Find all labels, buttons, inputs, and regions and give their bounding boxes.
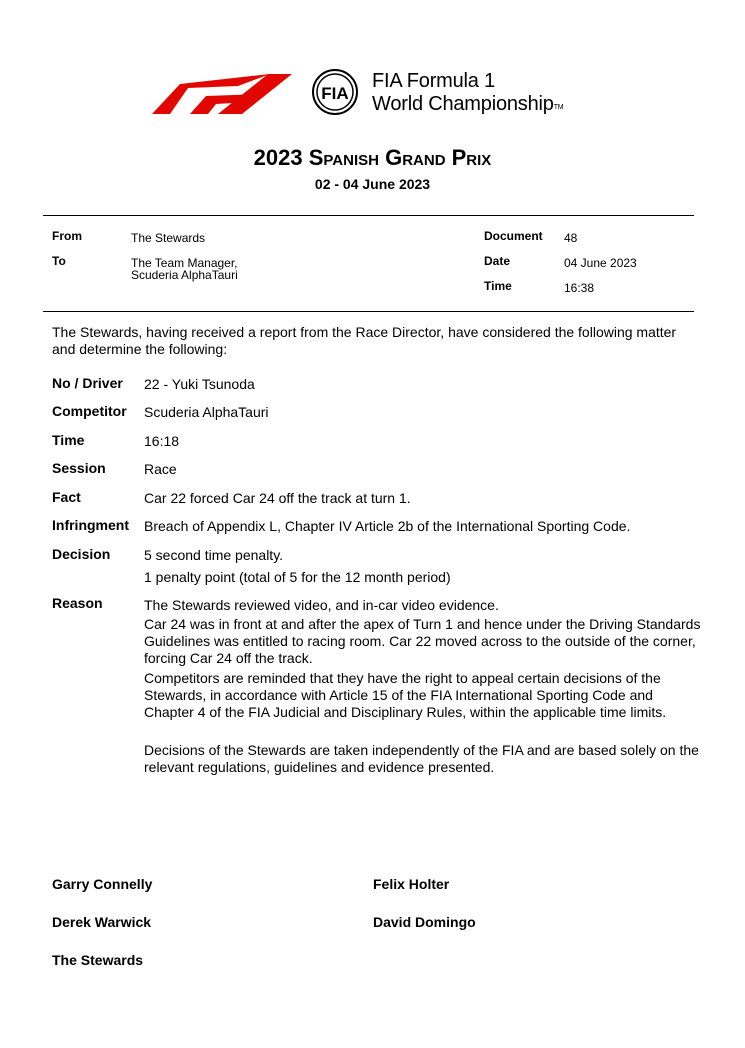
svg-text:FIA: FIA xyxy=(321,84,349,103)
time-label: Time xyxy=(484,279,512,293)
to-value-2: Scuderia AlphaTauri xyxy=(131,268,238,282)
infringement-label: Infringment xyxy=(52,517,129,533)
time-row-label: Time xyxy=(52,432,85,448)
steward-name-4: David Domingo xyxy=(373,914,476,930)
time-value: 16:38 xyxy=(564,281,595,295)
session-label: Session xyxy=(52,460,106,476)
fact-label: Fact xyxy=(52,489,81,505)
steward-name-3: Derek Warwick xyxy=(52,914,152,930)
divider-bottom xyxy=(43,311,694,312)
document-label: Document xyxy=(484,229,543,243)
competitor-label: Competitor xyxy=(52,403,127,419)
decision-label: Decision xyxy=(52,546,111,562)
divider-top xyxy=(43,215,694,216)
reason-paragraph-4: Decisions of the Stewards are taken independently of the FIA and are based solely on the relevant regulations, guidelines and evidence presented. xyxy=(144,742,699,775)
decision-value-1: 5 second time penalty. xyxy=(144,547,284,563)
document-value: 48 xyxy=(564,231,578,245)
decision-value-2: 1 penalty point (total of 5 for the 12 month period) xyxy=(144,569,451,585)
session-value: Race xyxy=(144,461,177,477)
date-value: 04 June 2023 xyxy=(564,256,637,270)
fia-wordmark xyxy=(372,70,563,119)
page-title xyxy=(0,145,745,171)
competitor-value: Scuderia AlphaTauri xyxy=(144,404,269,420)
event-dates: 02 - 04 June 2023 xyxy=(314,176,431,192)
from-value: The Stewards xyxy=(131,231,206,245)
steward-name-2: Felix Holter xyxy=(373,876,450,892)
time-row-value: 16:18 xyxy=(144,433,180,449)
steward-name-1: Garry Connelly xyxy=(52,876,153,892)
reason-label: Reason xyxy=(52,595,103,611)
intro-text: The Stewards, having received a report from the Race Director, have considered the following matter and determine the following: xyxy=(52,324,677,357)
fia-f1-logo xyxy=(150,68,610,124)
org-line-1: FIA Formula 1 xyxy=(372,70,495,92)
f1-logo xyxy=(150,68,370,116)
event-year: 2023 xyxy=(253,145,303,170)
reason-paragraph-3: Competitors are reminded that they have the right to appeal certain decisions of the Stewards, in accordance with Article 15 of the FIA International Sporting Code and Chapter 4 of the FIA Judicial and Disciplinary Rules, within the applicable time limits. xyxy=(144,670,667,720)
infringement-value: Breach of Appendix L, Chapter IV Article 2b of the International Sporting Code. xyxy=(144,518,631,534)
driver-label: No / Driver xyxy=(52,375,123,391)
trademark: TM xyxy=(553,104,564,111)
to-label: To xyxy=(52,254,66,268)
fact-value: Car 22 forced Car 24 off the track at turn 1. xyxy=(144,490,411,506)
event-name: Spanish Grand Prix xyxy=(308,145,492,170)
reason-paragraph-2: Car 24 was in front at and after the apex of Turn 1 and hence under the Driving Standards Guidelines was entitled to racing room. Car 22 moved across to the outside of the corner, forcing Car 24 off the track. xyxy=(144,616,701,666)
reason-paragraph-1: The Stewards reviewed video, and in-car video evidence. xyxy=(144,597,499,613)
driver-value: 22 - Yuki Tsunoda xyxy=(144,376,255,392)
org-line-2: World Championship xyxy=(372,93,554,115)
date-label: Date xyxy=(484,254,511,268)
from-label: From xyxy=(52,229,82,243)
stewards-footer: The Stewards xyxy=(52,952,144,968)
to-value-1: The Team Manager, xyxy=(131,256,238,270)
